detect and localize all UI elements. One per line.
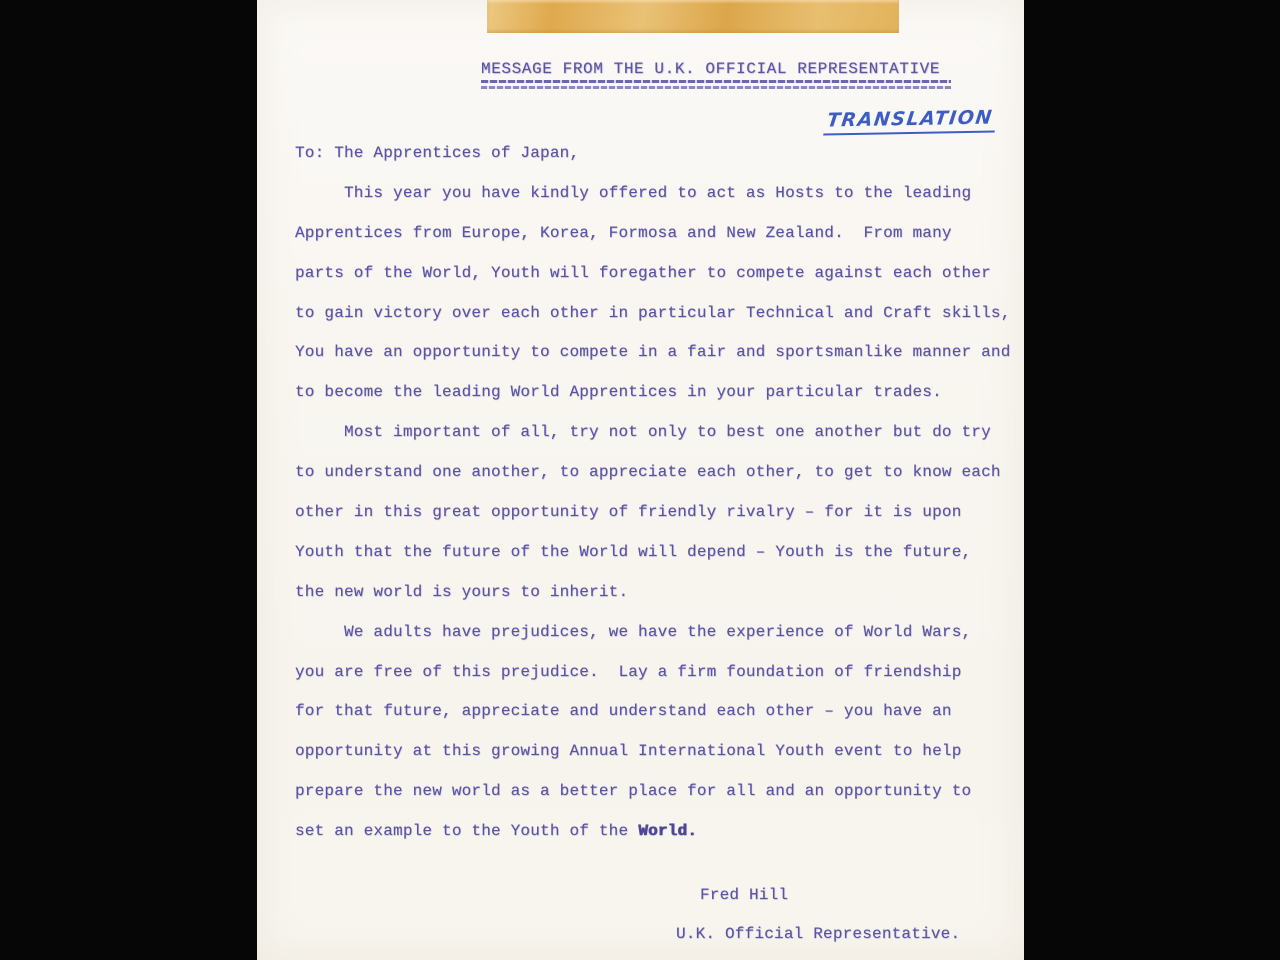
letter-line: to understand one another, to appreciate each other, to get to know each [295, 463, 1001, 482]
letter-line: Youth that the future of the World will depend – Youth is the future, [295, 542, 972, 561]
letter-line: Most important of all, try not only to best one another but do try [295, 423, 991, 442]
letter-line: This year you have kindly offered to act as Hosts to the leading [295, 183, 972, 202]
letter-line: prepare the new world as a better place for all and an opportunity to [295, 782, 972, 801]
signature-name: Fred Hill [700, 886, 789, 904]
letter-body [295, 141, 1021, 859]
letter-line: you are free of this prejudice. Lay a firm foundation of friendship [295, 662, 962, 681]
letter-line: You have an opportunity to compete in a fair and sportsmanlike manner and [295, 343, 1011, 362]
tape-strip [487, 0, 899, 33]
letter-last-line-text: set an example to the Youth of the [295, 822, 639, 841]
handwritten-translation-note: TRANSLATION [823, 107, 998, 136]
letter-line: other in this great opportunity of friendly rivalry – for it is upon [295, 503, 962, 522]
letter-line: We adults have prejudices, we have the experience of World Wars, [295, 622, 972, 641]
title-underline [481, 80, 951, 83]
letter-line: To: The Apprentices of Japan, [295, 144, 580, 162]
letter-header [481, 60, 951, 89]
title-underline-second [481, 86, 951, 89]
signature-role: U.K. Official Representative. [676, 925, 961, 943]
letter-line: the new world is yours to inherit. [295, 582, 629, 601]
letter-line: opportunity at this growing Annual International Youth event to help [295, 742, 962, 761]
letter-line: to gain victory over each other in particular Technical and Craft skills, [295, 303, 1011, 322]
letter-last-line-bold-word: World. [638, 822, 697, 841]
letter-line: to become the leading World Apprentices in your particular trades. [295, 383, 942, 402]
letter-line: for that future, appreciate and understand each other – you have an [295, 702, 952, 721]
letter-line: parts of the World, Youth will foregather to compete against each other [295, 263, 991, 282]
letter-title: MESSAGE FROM THE U.K. OFFICIAL REPRESENTATIVE [481, 60, 941, 78]
letter-line: Apprentices from Europe, Korea, Formosa and New Zealand. From many [295, 223, 952, 242]
letter-last-line [295, 819, 1021, 859]
scanned-letter-page [257, 0, 1024, 960]
